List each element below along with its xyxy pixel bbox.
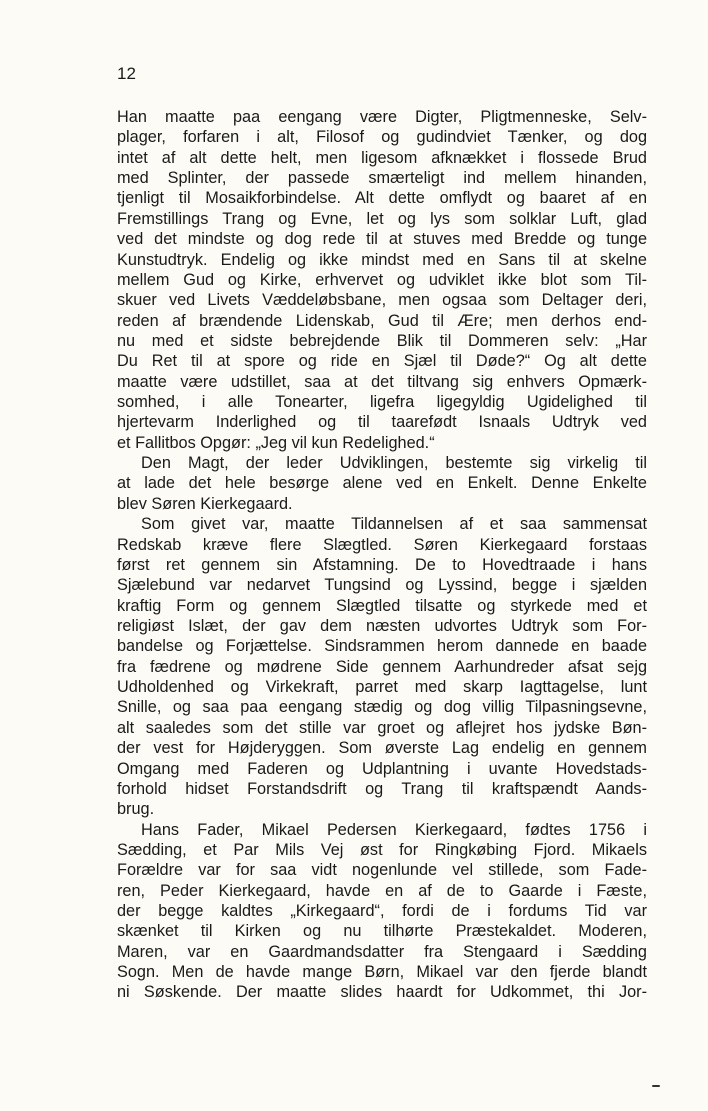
text-line: Maren, var en Gaardmandsdatter fra Stengaard i Sædding	[117, 942, 647, 961]
text-line: Sogn. Men de havde mange Børn, Mikael var den fjerde blandt	[117, 963, 647, 982]
text-line: ren, Peder Kierkegaard, havde en af de to Gaarde i Fæste,	[117, 881, 647, 900]
text-line: alt saaledes som det stille var groet og aflejret hos jydske Bøn-	[117, 718, 647, 737]
page-number: 12	[117, 64, 136, 83]
text-line: Du Ret til at spore og ride en Sjæl til Døde?“ Og alt dette	[117, 352, 647, 371]
text-line: forhold hidset Forstandsdrift og Trang til kraftspændt Aands-	[117, 779, 647, 798]
text-line: at lade det hele besørge alene ved en Enkelt. Denne Enkelte	[117, 474, 647, 493]
text-line: Hans Fader, Mikael Pedersen Kierkegaard, fødtes 1756 i	[141, 820, 647, 839]
text-line: Redskab kræve flere Slægtled. Søren Kierkegaard forstaas	[117, 535, 647, 554]
text-line: nu med et sidste bebrejdende Blik til Dommeren selv: „Har	[117, 331, 647, 350]
text-line: tjenligt til Mosaikforbindelse. Alt dette omflydt og baaret af en	[117, 189, 647, 208]
text-line: intet af alt dette helt, men ligesom afknækket i flossede Brud	[117, 148, 647, 167]
text-line: først ret gennem sin Afstamning. De to Hovedtraade i hans	[117, 555, 647, 574]
text-line: fra fædrene og mødrene Side gennem Aarhundreder afsat sejg	[117, 657, 647, 676]
text-line: der begge kaldtes „Kirkegaard“, fordi de i fordums Tid var	[117, 902, 647, 921]
text-line: religiøst Islæt, der gav dem næsten udvortes Udtryk som For-	[117, 616, 647, 635]
text-line: Omgang med Faderen og Udplantning i uvante Hovedstads-	[117, 759, 647, 778]
text-line: Sjælebund var nedarvet Tungsind og Lyssind, begge i sjælden	[117, 576, 647, 595]
text-line: mellem Gud og Kirke, erhvervet og udviklet ikke blot som Til-	[117, 270, 647, 289]
print-speck	[652, 1085, 660, 1087]
text-line: Snille, og saa paa eengang stædig og dog villig Tilpasningsevne,	[117, 698, 647, 717]
text-line: Den Magt, der leder Udviklingen, bestemte sig virkelig til	[141, 454, 647, 473]
text-line: reden af brændende Lidenskab, Gud til Ære; men derhos end-	[117, 311, 647, 330]
text-line: Sædding, et Par Mils Vej øst for Ringkøbing Fjord. Mikaels	[117, 840, 647, 859]
text-line: skænket til Kirken og nu tilhørte Præstekaldet. Moderen,	[117, 922, 647, 941]
text-line: skuer ved Livets Væddeløbsbane, men ogsaa som Deltager deri,	[117, 291, 647, 310]
text-line: der vest for Højderyggen. Som øverste Lag endelig en gennem	[117, 739, 647, 758]
text-line: med Splinter, der passede smærteligt ind mellem hinanden,	[117, 169, 647, 188]
text-line: hjertevarm Inderlighed og til taarefødt Isnaals Udtryk ved	[117, 413, 647, 432]
text-line: somhed, i alle Tonearter, ligefra ligegyldig Ugidelighed til	[117, 393, 647, 412]
text-line: Kunstudtryk. Endelig og ikke mindst med en Sans til at skelne	[117, 250, 647, 269]
text-line: Han maatte paa eengang være Digter, Pligtmenneske, Selv-	[117, 108, 647, 126]
text-line: ni Søskende. Der maatte slides haardt for Udkommet, thi Jor-	[117, 983, 647, 1002]
text-line: Udholdenhed og Virkekraft, parret med skarp Iagttagelse, lunt	[117, 678, 647, 697]
text-line: Som givet var, maatte Tildannelsen af et saa sammensat	[141, 515, 647, 534]
text-line: ved det mindste og dog rede til at stuves med Bredde og tunge	[117, 230, 647, 249]
text-line: et Fallitbos Opgør: „Jeg vil kun Redelighed.“	[117, 433, 435, 452]
text-line: bandelse og Forjættelse. Sindsrammen herom dannede en baade	[117, 637, 647, 656]
body-text	[117, 107, 647, 1003]
text-line: kraftig Form og gennem Slægtled tilsatte og styrkede med et	[117, 596, 647, 615]
text-line: brug.	[117, 800, 155, 819]
text-line: Fremstillings Trang og Evne, let og lys som solklar Luft, glad	[117, 209, 647, 228]
text-line: maatte være udstillet, saa at det tiltvang sig enhvers Opmærk-	[117, 372, 647, 391]
text-line: Forældre var for saa vidt nogenlunde vel stillede, som Fade-	[117, 861, 647, 880]
text-line: blev Søren Kierkegaard.	[117, 494, 293, 513]
text-line: plager, forfaren i alt, Filosof og gudindviet Tænker, og dog	[117, 128, 647, 147]
